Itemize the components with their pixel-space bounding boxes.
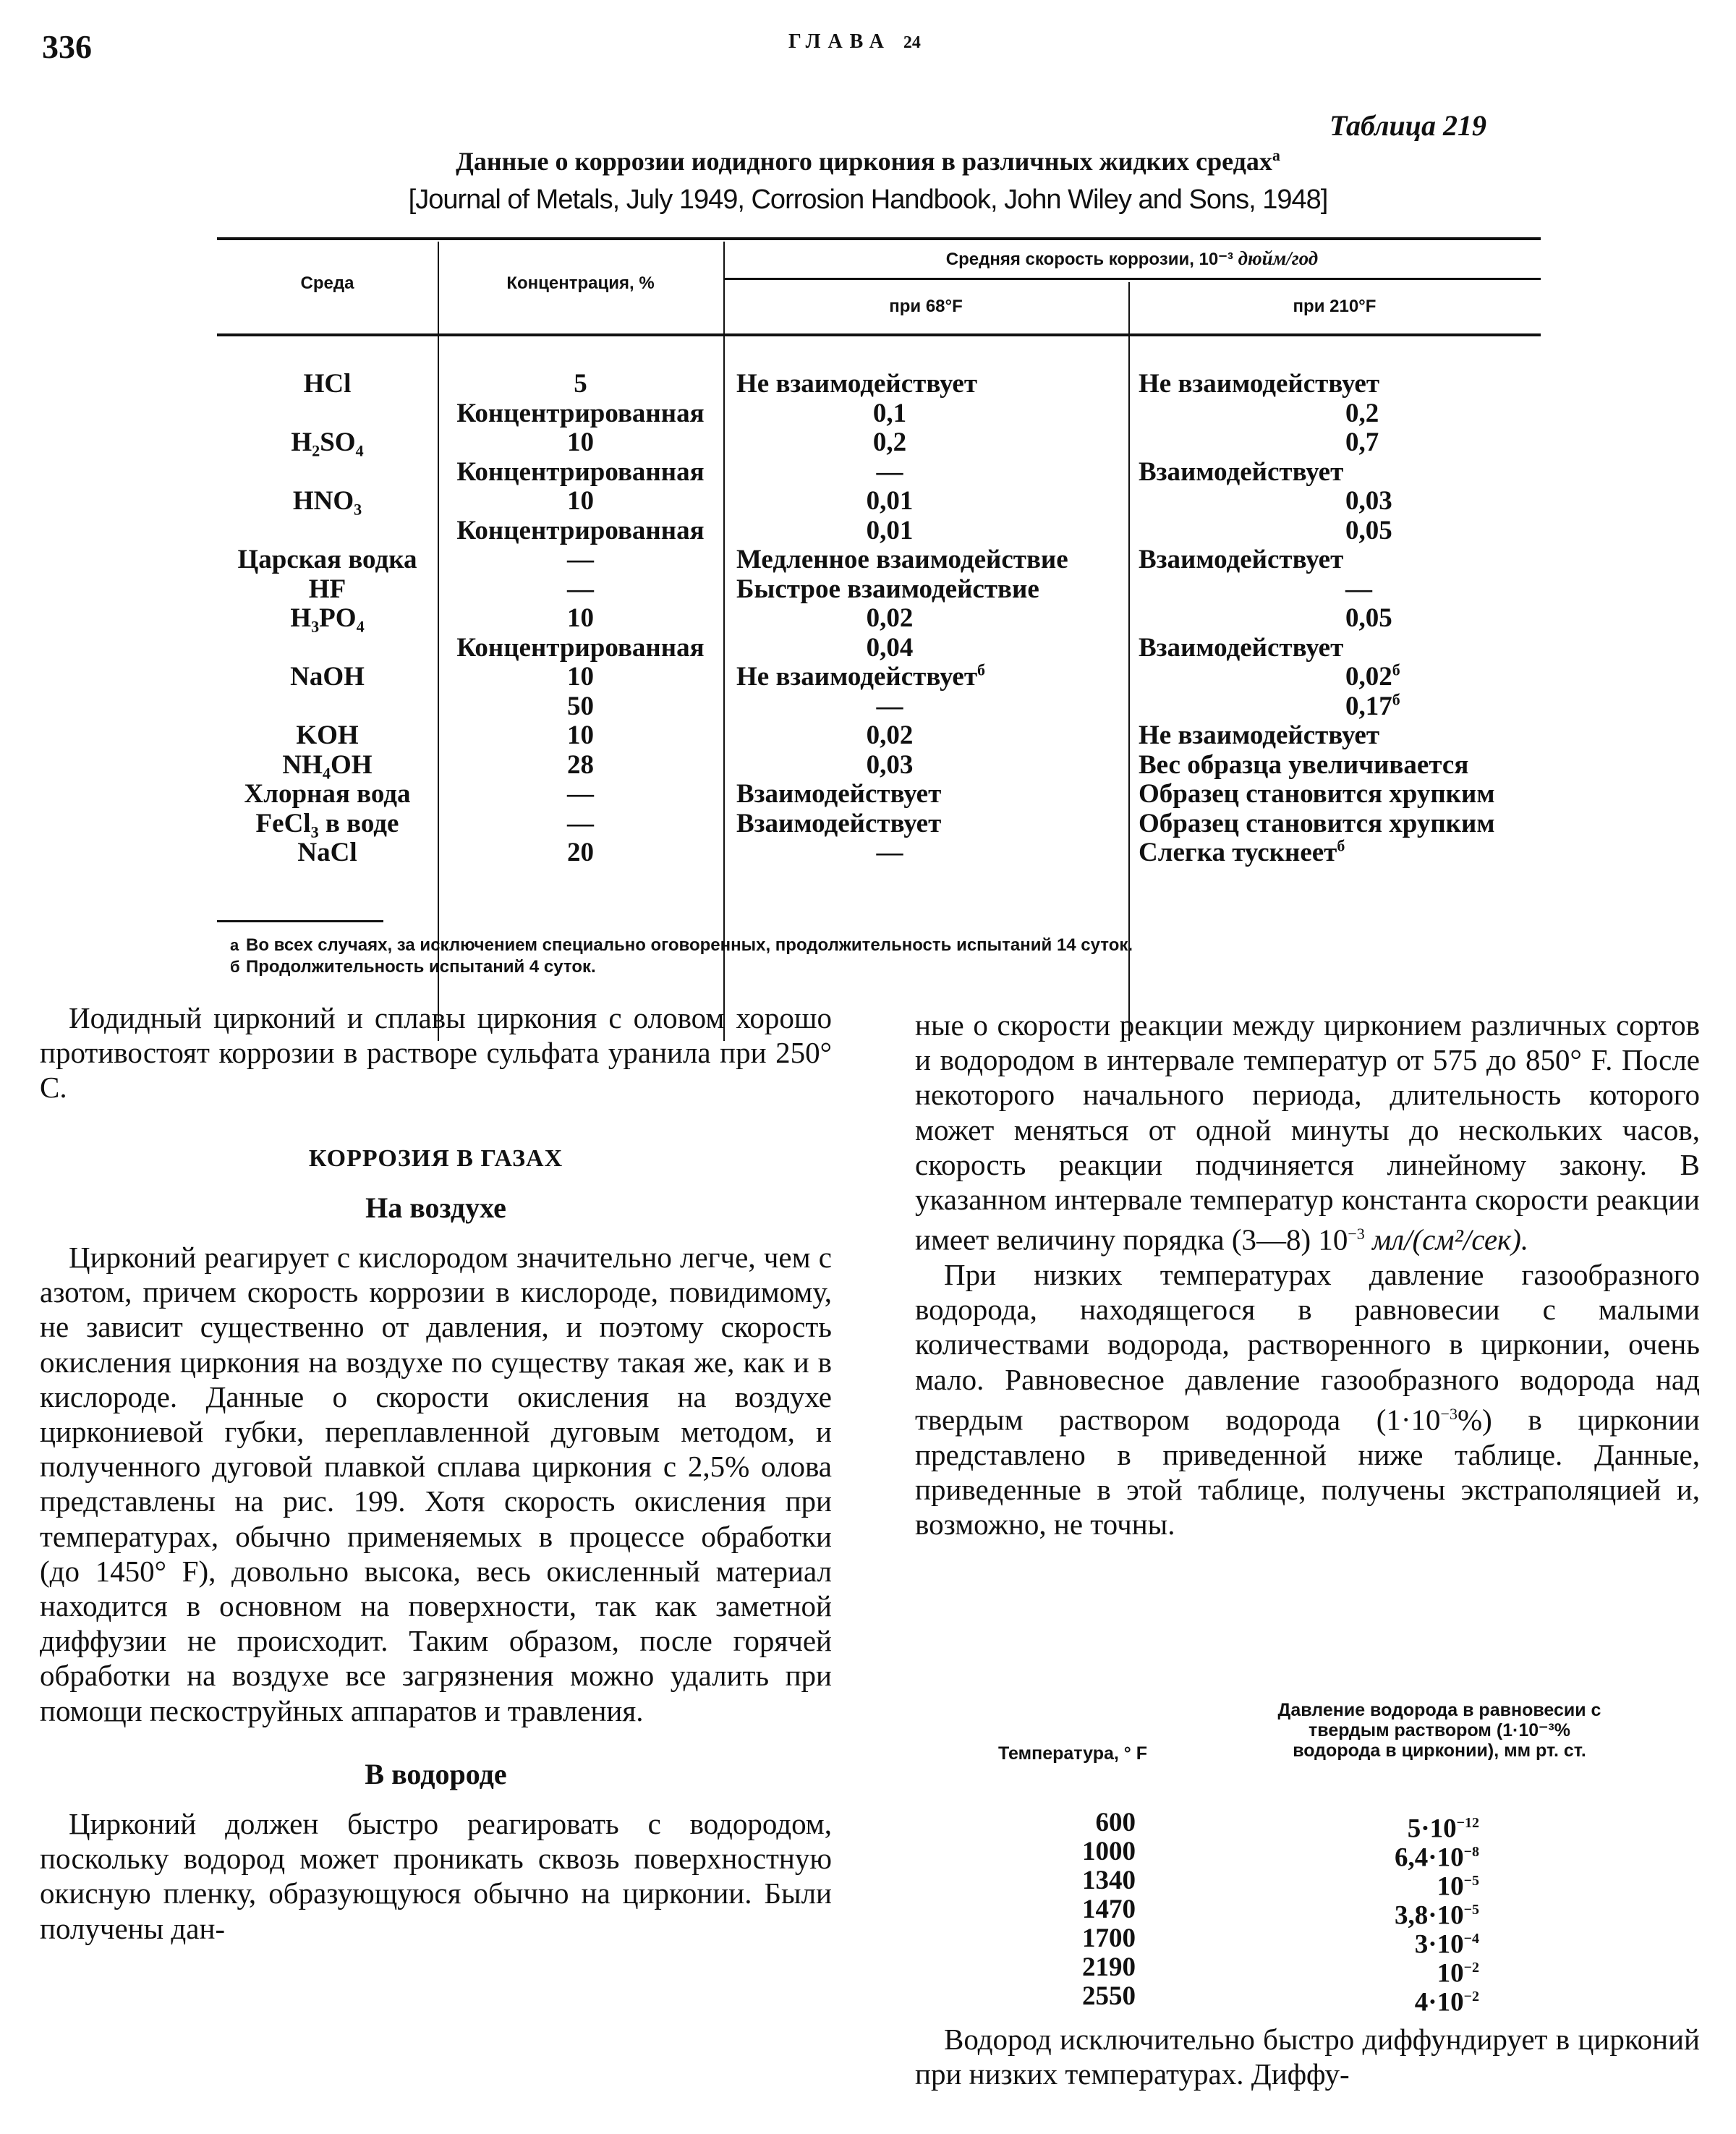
footnote-text: Продолжительность испытаний 4 суток.: [246, 957, 596, 977]
cell-medium: [217, 634, 438, 663]
cell-rate-210: [1128, 692, 1541, 722]
cell-concentration: 28: [567, 749, 594, 780]
cell-rate-210: Вес образца увеличивается: [1139, 749, 1469, 780]
pressure-exponent: −4: [1463, 1931, 1479, 1947]
table-row: [217, 399, 1541, 429]
table-body: [984, 1808, 1635, 2018]
table-row: [984, 1866, 1635, 1902]
cell-medium: NaCl: [297, 838, 357, 867]
chapter-number: 24: [903, 33, 921, 52]
table-row: [217, 604, 1541, 634]
table-row: [984, 1981, 1635, 2018]
header-at-210f: при 210°F: [1293, 297, 1377, 316]
cell-medium: HF: [308, 574, 346, 604]
table-top-rule: [217, 237, 1541, 240]
cell-rate-210: [1128, 660, 1541, 692]
cell-rate-68: 0,02: [866, 603, 914, 633]
cell-rate-210: Взаимодействует: [1139, 632, 1344, 663]
table-row: [217, 487, 1541, 517]
cell-concentration: 10: [567, 486, 594, 516]
page-number: 336: [42, 28, 92, 65]
table-row: [217, 545, 1541, 575]
cell-rate-210-value: 0,17: [1345, 691, 1392, 721]
footnote-marker: б: [977, 660, 985, 679]
cell-rate-68: 0,02: [866, 720, 914, 750]
table-title-text: Данные о коррозии иодидного циркония в различных жидких средах: [456, 147, 1272, 176]
cell-medium: H₂SO₄: [291, 428, 364, 457]
cell-rate-210: Взаимодействует: [1139, 545, 1344, 574]
cell-rate-68: 0,03: [866, 749, 914, 780]
paragraph-text: При низких температурах давление газообразного водорода, находящегося в равновесии с малыми количествами водорода, растворенного в цирконии, очень мало. Равновесное давление газообразного водорода над твердым раствором водорода (1·10: [915, 1258, 1700, 1437]
cell-medium: FeCl₃ в воде: [255, 808, 399, 838]
paragraph-text: %) в цирконии представлено в приведенной ниже таблице. Данные, приведенные в этой таблице, получены экстраполяцией и, возможно, не точны.: [915, 1403, 1700, 1542]
cell-rate-68: [723, 660, 1128, 692]
pressure-exponent: −2: [1463, 1960, 1479, 1976]
cell-rate-210: [1128, 838, 1541, 868]
cell-rate-210: —: [1345, 574, 1372, 604]
pressure-mantissa: 3,8·10: [1395, 1900, 1464, 1931]
cell-medium: NH₄OH: [282, 749, 373, 780]
header-rate-group: [723, 247, 1541, 270]
table-label: Таблица 219: [1329, 109, 1486, 142]
cell-rate-68: —: [876, 838, 903, 867]
table-row: [217, 692, 1541, 722]
header-at-68f: при 68°F: [889, 297, 963, 316]
cell-medium: [217, 692, 438, 722]
footnote-rule: [217, 920, 383, 922]
header-rate-label: Средняя скорость коррозии, 10⁻³: [945, 250, 1233, 269]
table-row: [217, 780, 1541, 809]
left-text-column: [40, 1000, 832, 1946]
cell-rate-68: Медленное взаимодействие: [736, 545, 1068, 574]
cell-rate-68: 0,2: [872, 428, 907, 457]
cell-rate-210: Взаимодействует: [1139, 456, 1344, 487]
cell-pressure: [1136, 1895, 1479, 1931]
cell-rate-68: —: [876, 456, 903, 487]
cell-rate-68: 0,04: [866, 632, 914, 663]
cell-pressure: [1136, 1924, 1479, 1960]
cell-rate-210-value: 0,02: [1345, 662, 1392, 692]
cell-concentration: —: [567, 574, 594, 604]
paragraph-text: ные о скорости реакции между цирконием различных сортов и водородом в интервале температур от 575 до 850° F. После некоторого начального периода, длительность которого может меняться от одной минуты до нескольких часов, скорость реакции подчиняется линейному закону. В указанном интервале температур константа скорости реакции имеет величину порядка (3—8) 10: [915, 1008, 1700, 1257]
cell-medium: NaOH: [290, 662, 365, 692]
cell-rate-68: Быстрое взаимодействие: [736, 574, 1039, 604]
table-row: [984, 1837, 1635, 1873]
cell-concentration: Концентрированная: [456, 515, 705, 545]
cell-pressure: [1136, 1866, 1479, 1902]
subsection-heading: На воздухе: [365, 1191, 506, 1224]
cell-concentration: 10: [567, 603, 594, 633]
cell-medium: H₃PO₄: [290, 603, 365, 633]
cell-concentration: 10: [567, 428, 594, 457]
cell-medium: [217, 399, 438, 429]
cell-rate-210: 0,7: [1345, 428, 1379, 457]
cell-concentration: —: [567, 808, 594, 838]
cell-pressure: [1136, 1837, 1479, 1873]
cell-temperature: 2190: [1082, 1952, 1136, 1982]
pressure-mantissa: 10: [1437, 1871, 1464, 1902]
table-header-rule: [217, 333, 1541, 336]
cell-concentration: 10: [567, 662, 594, 692]
paragraph: Цирконий должен быстро реагировать с водородом, поскольку водород может проникать сквозь поверхностную окисную пленку, образующуюся обычно на цирконии. Были получены дан-: [40, 1807, 832, 1945]
cell-rate-210: Образец становится хрупким: [1139, 808, 1495, 838]
footnote-text: Во всех случаях, за исключением специально оговоренных, продолжительность испытаний 14 суток.: [246, 935, 1133, 955]
table-row: [217, 809, 1541, 839]
cell-rate-210: Не взаимодействует: [1139, 369, 1379, 399]
cell-medium: [217, 517, 438, 546]
cell-temperature: 1000: [1082, 1837, 1136, 1866]
section-heading: КОРРОЗИЯ В ГАЗАХ: [308, 1144, 563, 1172]
cell-concentration: 20: [567, 838, 594, 867]
pressure-exponent: −2: [1463, 1989, 1479, 2005]
table-body: [217, 370, 1541, 868]
paragraph: Цирконий реагирует с кислородом значительно легче, чем с азотом, причем скорость коррозии в кислороде, повидимому, не зависит существенно от давления, и поэтому скорость окисления циркония на воздухе по существу такая же, как и в кислороде. Данные о скорости окисления на воздухе циркониевой губки, переплавленной дуговым методом, и полученного дуговой плавкой сплава циркония с 2,5% олова представлены на рис. 199. Хотя скорость окисления при температурах, обычно применяемых в процессе обработки (до 1450° F), довольно высока, весь окисленный материал находится в основном на поверхности, так как заметной диффузии не происходит. Таким образом, после горячей обработки на воздухе все загрязнения можно удалить при помощи пескоструйных аппаратов и травления.: [40, 1241, 832, 1727]
paragraph: Водород исключительно быстро диффундирует в цирконий при низких температурах. Диффу-: [915, 2023, 1700, 2091]
cell-medium: HCl: [303, 369, 352, 399]
header-concentration: Концентрация, %: [506, 273, 655, 293]
table-row: [984, 1808, 1635, 1844]
pressure-exponent: −12: [1456, 1815, 1479, 1831]
cell-medium: HNO₃: [292, 486, 362, 516]
cell-concentration: Концентрированная: [456, 398, 705, 428]
right-text-column: [915, 1008, 1700, 1542]
table-row: [984, 1895, 1635, 1931]
header-temperature: Температура, ° F: [998, 1743, 1147, 1764]
cell-temperature: 600: [1095, 1808, 1136, 1837]
cell-concentration: 5: [574, 369, 587, 399]
cell-rate-68: 0,01: [866, 486, 914, 516]
cell-medium: Хлорная вода: [244, 779, 411, 809]
table-subheader-rule: [723, 278, 1541, 280]
header-rate-unit: дюйм/год: [1238, 247, 1319, 269]
cell-rate-210: 0,05: [1345, 603, 1392, 633]
cell-rate-68: Взаимодействует: [736, 779, 942, 809]
cell-concentration: 10: [567, 720, 594, 750]
table-row: [217, 370, 1541, 399]
exponent: −3: [1348, 1225, 1365, 1244]
cell-rate-68-value: Не взаимодействует: [736, 662, 977, 692]
cell-concentration: 50: [567, 691, 594, 721]
cell-concentration: —: [567, 545, 594, 574]
cell-rate-210: Не взаимодействует: [1139, 720, 1379, 750]
cell-pressure: [1136, 1982, 1479, 2018]
cell-pressure: [1136, 1808, 1479, 1844]
pressure-exponent: −8: [1463, 1844, 1479, 1860]
table-row: [217, 575, 1541, 605]
cell-temperature: 1700: [1082, 1923, 1136, 1953]
footnote-marker: б: [1337, 836, 1345, 855]
table-row: [217, 517, 1541, 546]
cell-pressure: [1136, 1953, 1479, 1989]
paragraph: Иодидный цирконий и сплавы циркония с оловом хорошо противостоят коррозии в растворе сульфата уранила при 250° C.: [40, 1001, 832, 1105]
subsection-heading: В водороде: [365, 1757, 507, 1790]
pressure-mantissa: 10: [1437, 1958, 1464, 1989]
cell-rate-68: —: [876, 691, 903, 721]
cell-medium: [217, 458, 438, 488]
table-row: [217, 458, 1541, 488]
pressure-exponent: −5: [1463, 1873, 1479, 1889]
cell-concentration: Концентрированная: [456, 632, 705, 663]
cell-rate-210: 0,03: [1345, 486, 1392, 516]
table-row: [217, 838, 1541, 868]
footnote: [230, 935, 1133, 956]
cell-concentration: Концентрированная: [456, 456, 705, 487]
cell-medium: KOH: [296, 720, 359, 750]
cell-rate-68: 0,01: [866, 515, 914, 545]
cell-rate-210-value: Слегка тускнеет: [1139, 838, 1337, 867]
cell-rate-68: Взаимодействует: [736, 808, 942, 838]
right-text-column-continued: [915, 2022, 1700, 2091]
running-head: [788, 30, 921, 54]
pressure-mantissa: 3·10: [1414, 1929, 1464, 1960]
table-row: [217, 634, 1541, 663]
table-row: [984, 1952, 1635, 1989]
table-row: [984, 1923, 1635, 1960]
footnote-marker: б: [1392, 690, 1400, 709]
footnote-marker: б: [1392, 660, 1400, 679]
footnote-marker: а: [230, 936, 239, 954]
exponent: −3: [1440, 1404, 1458, 1423]
pressure-mantissa: 6,4·10: [1395, 1842, 1464, 1873]
pressure-mantissa: 5·10: [1407, 1814, 1457, 1844]
cell-medium: Царская водка: [237, 545, 417, 574]
footnote: [230, 956, 1133, 978]
table-title-footnote-marker: а: [1272, 146, 1280, 164]
cell-rate-68: Не взаимодействует: [736, 369, 977, 399]
running-head-title: ГЛАВА: [788, 30, 891, 53]
cell-rate-210: 0,2: [1345, 398, 1379, 428]
pressure-mantissa: 4·10: [1414, 1987, 1464, 2018]
cell-rate-210: 0,05: [1345, 515, 1392, 545]
cell-temperature: 2550: [1082, 1981, 1136, 2011]
cell-rate-68: 0,1: [872, 398, 907, 428]
table-row: [217, 660, 1541, 692]
table-row: [217, 751, 1541, 781]
footnote-marker: б: [230, 958, 240, 976]
table-title: [0, 146, 1736, 177]
cell-temperature: 1470: [1082, 1895, 1136, 1924]
table-row: [217, 721, 1541, 751]
cell-temperature: 1340: [1082, 1866, 1136, 1895]
cell-concentration: —: [567, 779, 594, 809]
table-source: [Journal of Metals, July 1949, Corrosion Handbook, John Wiley and Sons, 1948]: [408, 184, 1328, 215]
header-pressure: Давление водорода в равновесии с твердым раствором (1·10⁻³% водорода в цирконии), мм рт. ст.: [1277, 1700, 1601, 1761]
paragraph: [915, 1257, 1700, 1542]
header-medium: Среда: [300, 273, 354, 293]
paragraph: [915, 1008, 1700, 1257]
table-row: [217, 428, 1541, 458]
table-footnotes: [230, 935, 1133, 978]
pressure-exponent: −5: [1463, 1902, 1479, 1918]
unit: мл/(см²/сек).: [1372, 1223, 1529, 1257]
cell-rate-210: Образец становится хрупким: [1139, 779, 1495, 809]
